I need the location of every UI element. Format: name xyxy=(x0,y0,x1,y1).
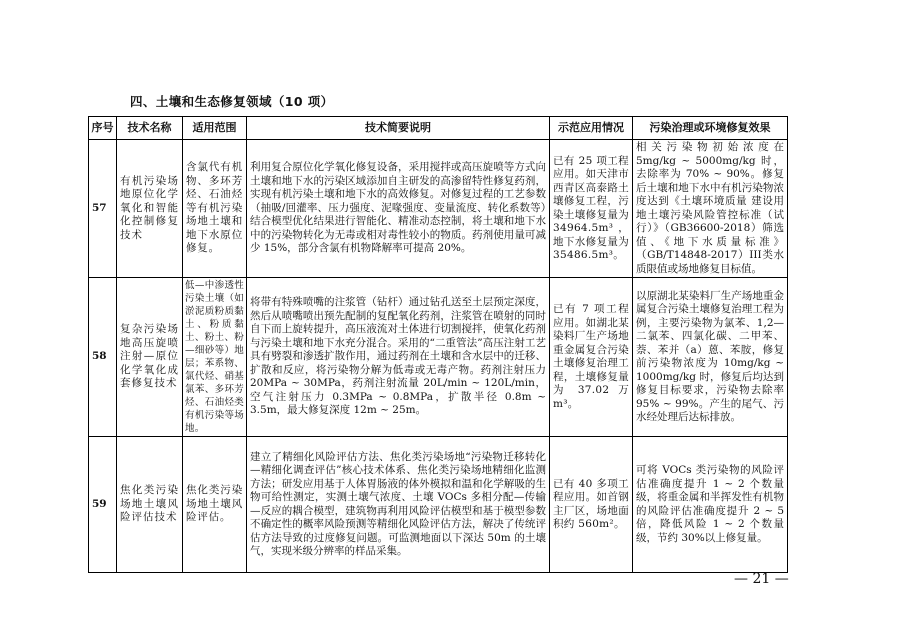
row-serial-number: 57 xyxy=(89,140,117,278)
page-number: — 21 — xyxy=(734,571,789,587)
row-serial-number: 58 xyxy=(89,278,117,437)
header-serial-number: 序号 xyxy=(89,117,117,140)
row-effect: 以原湖北某染料厂生产场地重金属复合污染土壤修复治理工程为例，主要污染物为氯苯、1,2—二氯苯、四氯化碳、二甲苯、萘、苯并（a）蒽、苯胺，修复前污染物浓度为 10mg/kg ~ 1000mg/kg 时，修复后均达到修复目标要求，污染物去除率 95% ~ 99%。产生的尾气、污水经处理后达标排放。 xyxy=(633,278,788,437)
header-description: 技术简要说明 xyxy=(247,117,550,140)
row-scope: 含氯代有机物、多环芳烃、石油烃等有机污染场地土壤和地下水原位修复。 xyxy=(183,140,247,278)
header-technology-name: 技术名称 xyxy=(117,117,183,140)
row-demo-application: 已有 25 项工程应用。如天津市西青区高泰路土壤修复工程，污染土壤修复量为 34964.5m³，地下水修复量为 35486.5m³。 xyxy=(550,140,633,278)
table-row xyxy=(89,140,788,278)
row-technology-name: 有机污染场地原位化学氧化和智能化控制修复技术 xyxy=(117,140,183,278)
header-scope: 适用范围 xyxy=(183,117,247,140)
table-row xyxy=(89,437,788,573)
row-effect: 相关污染物初始浓度在 5mg/kg ~ 5000mg/kg 时，去除率为 70% ~ 90%。修复后土壤和地下水中有机污染物浓度达到《土壤环境质量 建设用地土壤污染风险管控标准（试行）》（GB36600-2018）筛选值、《地下水质量标准》（GB/T14848-2017）III类水质限值或场地修复目标值。 xyxy=(633,140,788,278)
row-demo-application: 已有 7 项工程应用。如湖北某染料厂生产场地重金属复合污染土壤修复治理工程，土壤修复量为 37.02 万 m³。 xyxy=(550,278,633,437)
row-description: 将带有特殊喷嘴的注浆管（钻杆）通过钻孔送至土层预定深度，然后从喷嘴喷出预先配制的复配氧化药剂，注浆管在喷射的同时自下而上旋转提升，高压液流对土体进行切割搅拌，使氧化药剂与污染土壤和地下水充分混合。采用的“二重管法”高压注射工艺具有劈裂和渗透扩散作用，通过药剂在土壤和含水层中的迁移、扩散和反应，将污染物分解为低毒或无毒产物。药剂注射压力 20MPa ~ 30MPa，药剂注射流量 20L/min ~ 120L/min，空气注射压力 0.3MPa ~ 0.8MPa，扩散半径 0.8m ~ 3.5m，最大修复深度 12m ~ 25m。 xyxy=(247,278,550,437)
row-serial-number: 59 xyxy=(89,437,117,573)
row-description: 利用复合原位化学氧化修复设备，采用搅拌或高压旋喷等方式向土壤和地下水的污染区域添加自主研发的高渗留特性修复药剂，实现有机污染土壤和地下水的高效修复。对修复过程的工艺参数（抽吸/回灌率、压力强度、泥喙强度、变量流度、转化系数等）结合模型优化结果进行智能化、精准动态控制，将土壤和地下水中的污染物转化为无毒或相对毒性较小的物质。药剂使用量可减少 15%，部分含氯有机物降解率可提高 20%。 xyxy=(247,140,550,278)
table-row xyxy=(89,278,788,437)
row-technology-name: 焦化类污染场地土壤风险评估技术 xyxy=(117,437,183,573)
row-technology-name: 复杂污染场地高压旋喷注射—原位化学氧化成套修复技术 xyxy=(117,278,183,437)
row-description: 建立了精细化风险评估方法、焦化类污染场地“污染物迁移转化—精细化调查评估”核心技术体系、焦化类污染场地精细化监测方法；研发应用基于人体胃肠液的体外模拟和温和化学解吸的生物可给性测定，实测土壤气浓度、土壤 VOCs 多相分配—传输—反应的耦合模型，建筑物再利用风险评估模型和基于模型参数不确定性的概率风险预测等精细化风险评估方法，解决了传统评估方法导致的过度修复问题。可监测地面以下深达 50m 的土壤气，实现米级分辨率的样品采集。 xyxy=(247,437,550,573)
table-header-row xyxy=(89,117,788,140)
row-demo-application: 已有 40 多项工程应用。如首钢主厂区，场地面积约 560m²。 xyxy=(550,437,633,573)
row-scope: 低—中渗透性污染土壤（如淤泥质粉质黏土、粉质黏土、粉土、粉—细砂等）地层；苯系物、氯代烃、硝基氯苯、多环芳烃、石油烃类有机污染等场地。 xyxy=(183,278,247,437)
technology-table xyxy=(88,116,788,573)
row-effect: 可将 VOCs 类污染物的风险评估准确度提升 1 ~ 2 个数量级，将重金属和半挥发性有机物的风险评估准确度提升 2 ~ 5 倍，降低风险 1 ~ 2 个数量级，节约 30%以上修复量。 xyxy=(633,437,788,573)
row-scope: 焦化类污染场地土壤风险评估。 xyxy=(183,437,247,573)
header-effect: 污染治理或环境修复效果 xyxy=(633,117,788,140)
header-demo-application: 示范应用情况 xyxy=(550,117,633,140)
section-heading: 四、土壤和生态修复领域（10 项） xyxy=(130,94,334,109)
